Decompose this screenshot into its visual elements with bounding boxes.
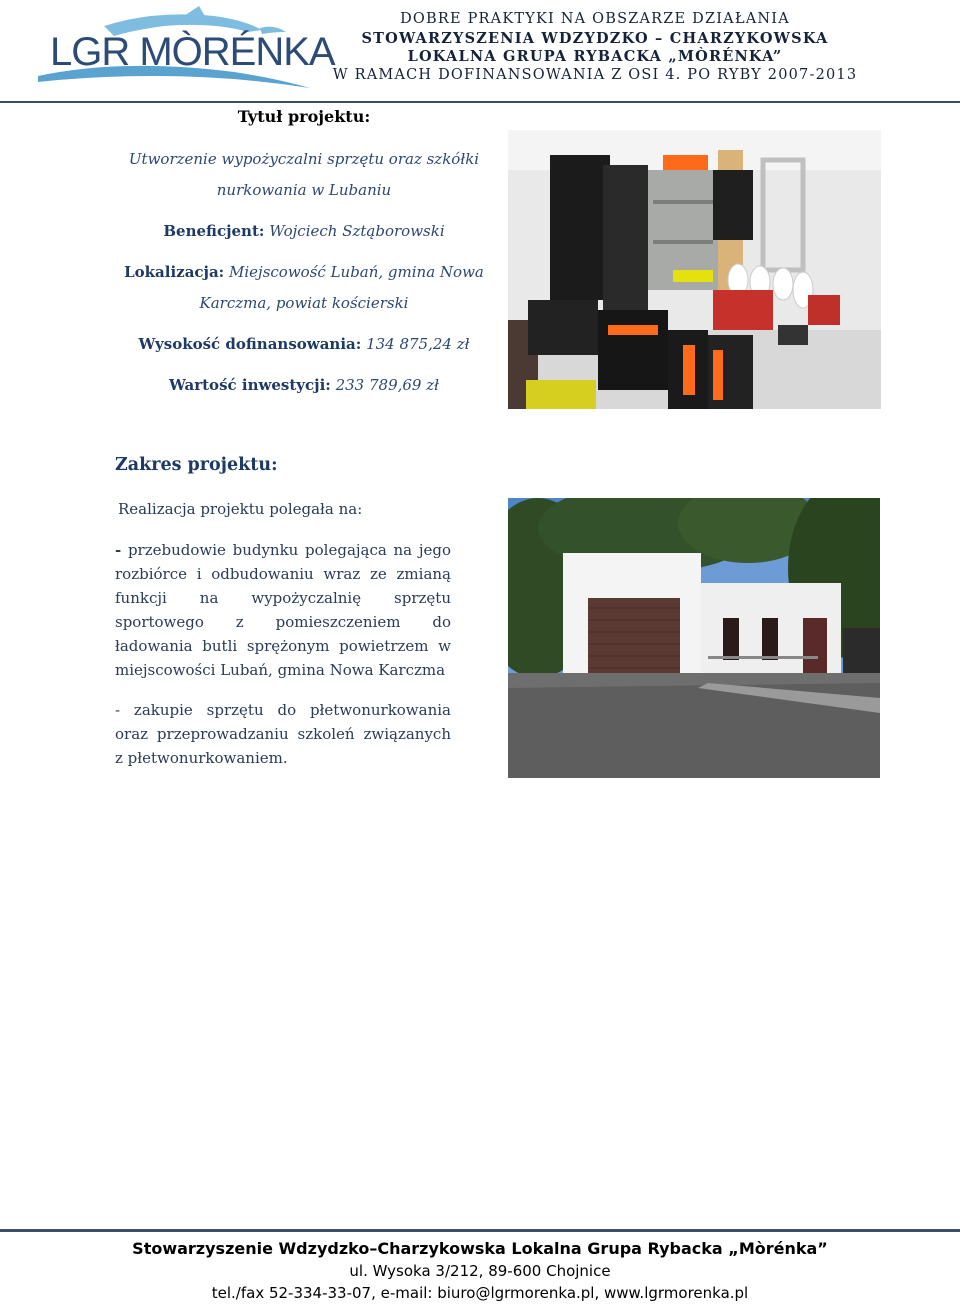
- investment-label: Wartość inwestycji:: [168, 376, 331, 394]
- project-title-label: Tytuł projektu:: [237, 107, 371, 126]
- beneficiary: [118, 216, 490, 247]
- footer-organization: Stowarzyszenie Wdzydzko–Charzykowska Lokalna Grupa Rybacka „Mòrénka”: [132, 1239, 828, 1258]
- header-line-3: LOKALNA GRUPA RYBACKA „MÒRÉNKA”: [407, 48, 783, 65]
- scope-item: - zakupie sprzętu do płetwonurkowania oraz przeprowadzaniu szkoleń związanych z płetwonurkowaniem.: [115, 701, 451, 767]
- header-line-2: STOWARZYSZENIA WDZYDZKO – CHARZYKOWSKA: [361, 30, 829, 47]
- header-line-1: DOBRE PRAKTYKI NA OBSZARZE DZIAŁANIA: [400, 11, 790, 27]
- scope-item: [115, 538, 451, 682]
- logo-text: LGR MÒRÉNKA: [50, 30, 335, 74]
- beneficiary-label: Beneficjent:: [163, 222, 265, 240]
- location-value: Miejscowość Lubań, gmina Nowa Karczma, powiat kościerski: [199, 263, 484, 312]
- funding-value: 134 875,24 zł: [366, 335, 470, 353]
- diving-equipment-photo: [508, 130, 881, 409]
- project-title-value: Utworzenie wypożyczalni sprzętu oraz szkółki nurkowania w Lubaniu: [128, 150, 480, 199]
- scope-intro: Realizacja projektu polegała na:: [118, 500, 363, 518]
- header-line-4: W RAMACH DOFINANSOWANIA Z OSI 4. PO RYBY 2007-2013: [332, 67, 858, 83]
- funding: [118, 329, 490, 360]
- investment: [118, 370, 490, 401]
- location-label: Lokalizacja:: [124, 263, 225, 281]
- footer-divider: [0, 1229, 960, 1232]
- scope-item-text: przebudowie budynku polegająca na jego rozbiórce i odbudowaniu wraz ze zmianą funkcji na wypożyczalnię sprzętu sportowego z pomieszczeniem do ładowania butli sprężonym powietrzem w miejscowości Lubań, gmina Nowa Karczma: [115, 541, 451, 679]
- investment-value: 233 789,69 zł: [335, 376, 440, 394]
- location: [118, 257, 490, 319]
- funding-label: Wysokość dofinansowania:: [138, 335, 362, 353]
- footer-address: ul. Wysoka 3/212, 89-600 Chojnice: [349, 1262, 611, 1280]
- footer-contact: tel./fax 52-334-33-07, e-mail: biuro@lgrmorenka.pl, www.lgrmorenka.pl: [211, 1284, 749, 1302]
- scope-heading: Zakres projektu:: [115, 455, 278, 475]
- building-photo: [508, 498, 880, 778]
- beneficiary-value: Wojciech Sztąborowski: [269, 222, 445, 240]
- header-divider: [0, 101, 960, 103]
- project-title: [118, 144, 490, 206]
- scope-item-dash: -: [115, 541, 122, 559]
